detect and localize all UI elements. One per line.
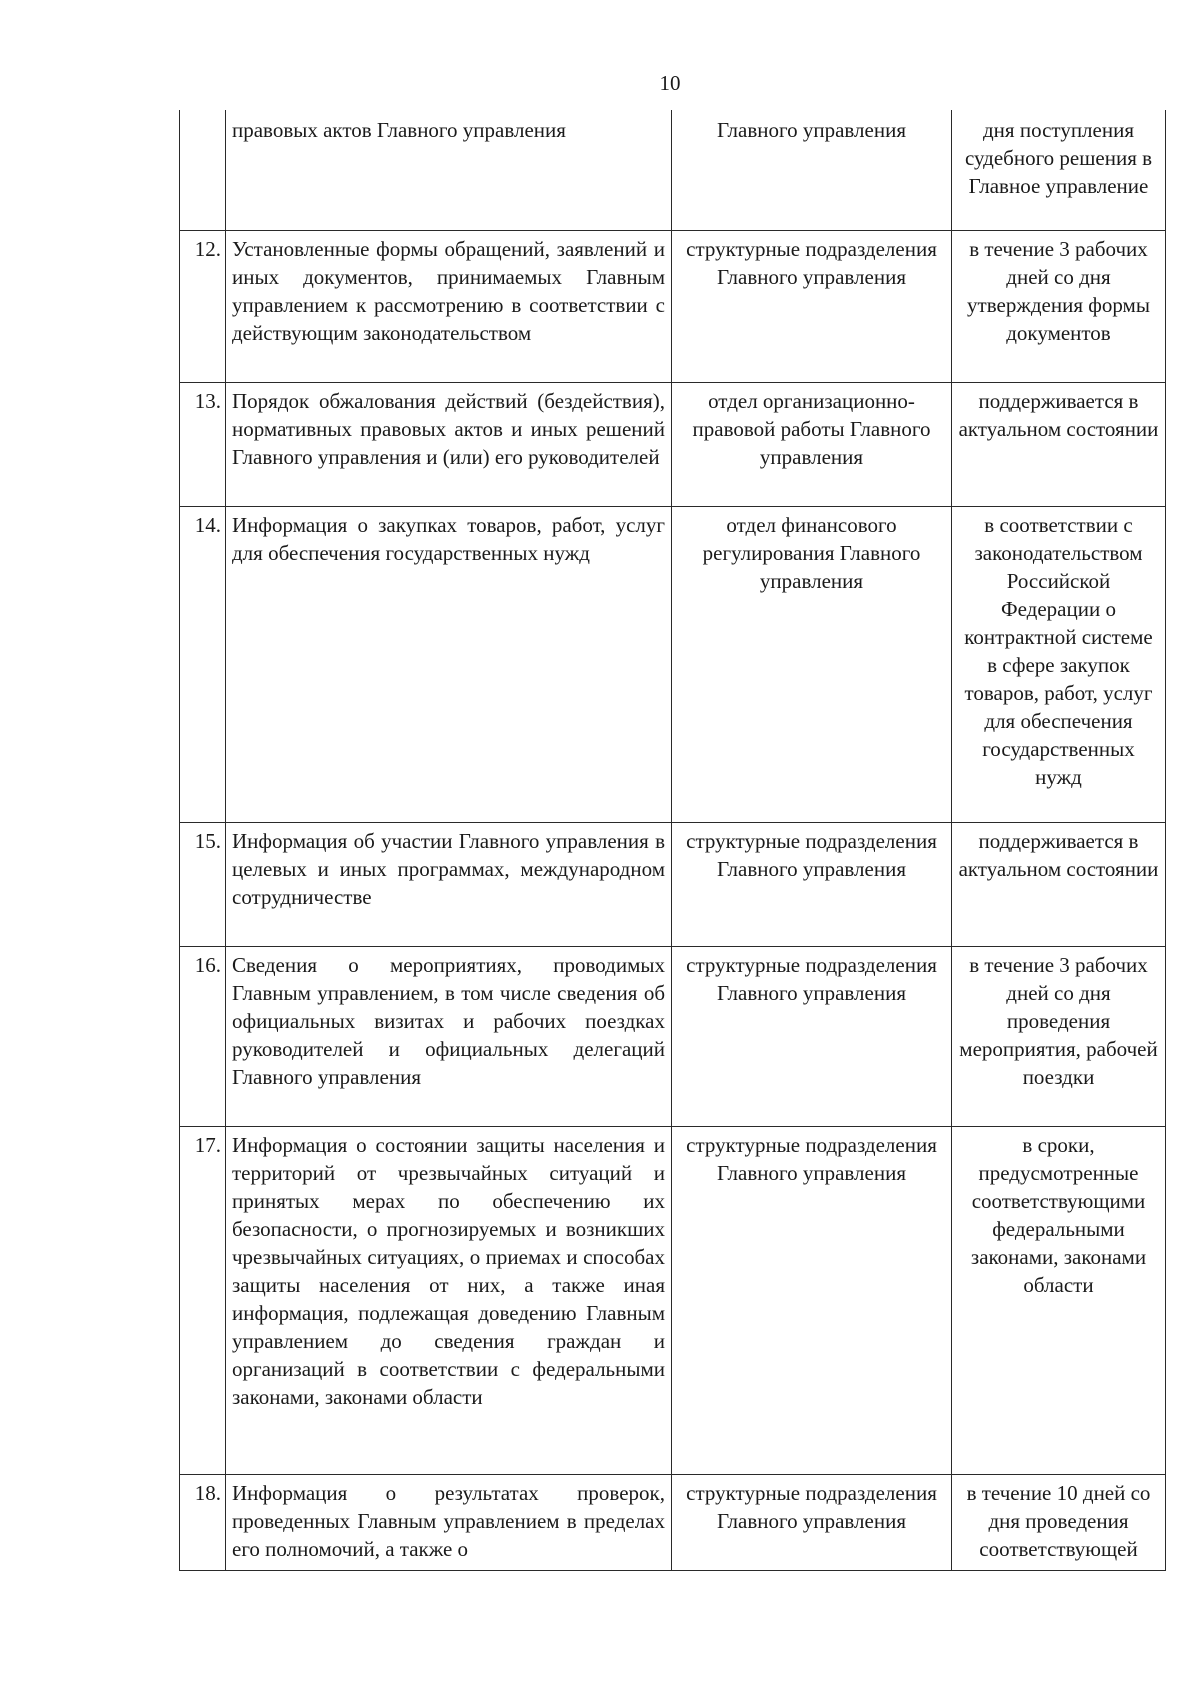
row-term: в соответствии с законодательством Российской Федерации о контрактной системе в сфере закупок товаров, работ, услуг для обеспечения государственных нужд — [952, 506, 1166, 822]
row-number: 14. — [180, 506, 226, 822]
row-number: 13. — [180, 382, 226, 506]
row-responsible: структурные подразделения Главного управления — [672, 822, 952, 946]
table-row — [180, 230, 1166, 382]
row-number: 17. — [180, 1126, 226, 1474]
row-number: 16. — [180, 946, 226, 1126]
document-table — [179, 110, 1166, 1571]
row-responsible: структурные подразделения Главного управления — [672, 946, 952, 1126]
row-info-name: Информация о результатах проверок, проведенных Главным управлением в пределах его полномочий, а также о — [226, 1474, 672, 1570]
table-row — [180, 822, 1166, 946]
table-row — [180, 1126, 1166, 1474]
row-number: 12. — [180, 230, 226, 382]
row-term: в течение 3 рабочих дней со дня утверждения формы документов — [952, 230, 1166, 382]
row-info-name: Информация о состоянии защиты населения и территорий от чрезвычайных ситуаций и принятых мерах по обеспечению их безопасности, о прогнозируемых и возникших чрезвычайных ситуациях, о приемах и способах защиты населения от них, а также иная информация, подлежащая доведению Главным управлением до сведения граждан и организаций в соответствии с федеральными законами, законами области — [226, 1126, 672, 1474]
table-row — [180, 110, 1166, 230]
row-term: в течение 10 дней со дня проведения соответствующей — [952, 1474, 1166, 1570]
table-row — [180, 1474, 1166, 1570]
row-number: 15. — [180, 822, 226, 946]
row-term: в течение 3 рабочих дней со дня проведения мероприятия, рабочей поездки — [952, 946, 1166, 1126]
row-info-name: правовых актов Главного управления — [226, 110, 672, 230]
table-row — [180, 506, 1166, 822]
page-number: 10 — [659, 71, 681, 95]
row-number — [180, 110, 226, 230]
row-info-name: Информация об участии Главного управления в целевых и иных программах, международном сотрудничестве — [226, 822, 672, 946]
row-info-name: Сведения о мероприятиях, проводимых Главным управлением, в том числе сведения об официальных визитах и рабочих поездках руководителей и официальных делегаций Главного управления — [226, 946, 672, 1126]
row-responsible: Главного управления — [672, 110, 952, 230]
row-term: дня поступления судебного решения в Главное управление — [952, 110, 1166, 230]
row-responsible: структурные подразделения Главного управления — [672, 230, 952, 382]
row-responsible: отдел организационно-правовой работы Главного управления — [672, 382, 952, 506]
row-term: поддерживается в актуальном состоянии — [952, 382, 1166, 506]
row-info-name: Информация о закупках товаров, работ, услуг для обеспечения государственных нужд — [226, 506, 672, 822]
row-term: поддерживается в актуальном состоянии — [952, 822, 1166, 946]
row-responsible: структурные подразделения Главного управления — [672, 1126, 952, 1474]
table-row — [180, 382, 1166, 506]
row-info-name: Порядок обжалования действий (бездействия), нормативных правовых актов и иных решений Главного управления и (или) его руководителей — [226, 382, 672, 506]
row-responsible: отдел финансового регулирования Главного управления — [672, 506, 952, 822]
row-info-name: Установленные формы обращений, заявлений и иных документов, принимаемых Главным управлением к рассмотрению в соответствии с действующим законодательством — [226, 230, 672, 382]
table-row — [180, 946, 1166, 1126]
row-number: 18. — [180, 1474, 226, 1570]
row-responsible: структурные подразделения Главного управления — [672, 1474, 952, 1570]
row-term: в сроки, предусмотренные соответствующими федеральными законами, законами области — [952, 1126, 1166, 1474]
